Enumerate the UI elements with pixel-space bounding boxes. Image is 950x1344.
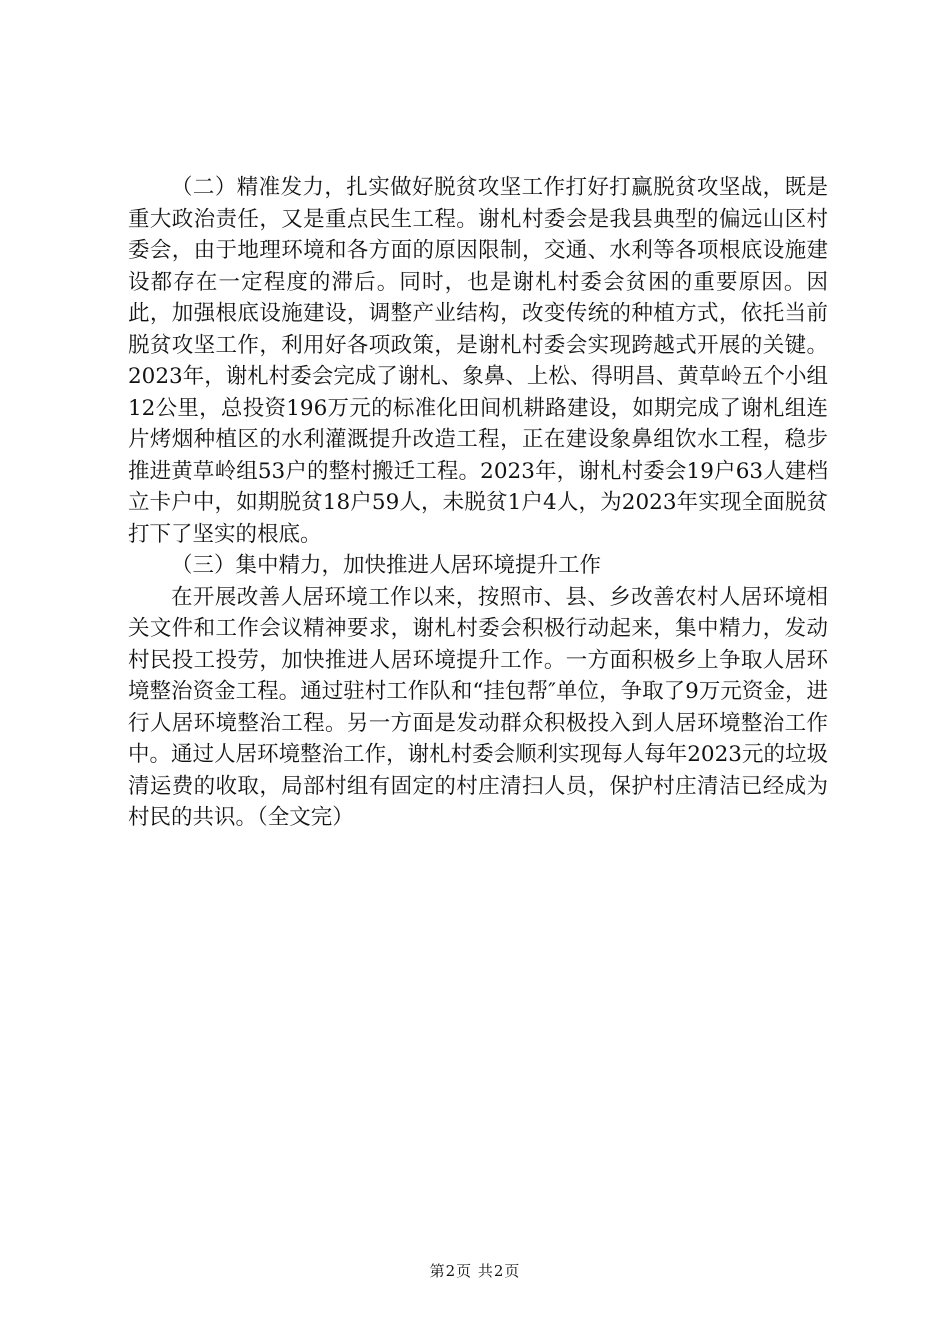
page-number-footer: 第2页 共2页 [429,1262,521,1280]
section-heading-living-environment: （三）集中精力，加快推进人居环境提升工作 [171,553,602,578]
document-body [128,172,828,834]
paragraph-poverty-alleviation: （二）精准发力，扎实做好脱贫攻坚工作打好打赢脱贫攻坚战，既是重大政治责任，又是重点民生工程。谢札村委会是我县典型的偏远山区村委会，由于地理环境和各方面的原因限制，交通、水利等各项根底设施建设都存在一定程度的滞后。同时，也是谢札村委会贫困的重要原因。因此，加强根底设施建设，调整产业结构，改变传统的种植方式，依托当前脱贫攻坚工作，利用好各项政策，是谢札村委会实现跨越式开展的关键。2023年，谢札村委会完成了谢札、象鼻、上松、得明昌、黄草岭五个小组12公里，总投资196万元的标准化田间机耕路建设，如期完成了谢札组连片烤烟种植区的水利灌溉提升改造工程，正在建设象鼻组饮水工程，稳步推进黄草岭组53户的整村搬迁工程。2023年，谢札村委会19户63人建档立卡户中，如期脱贫18户59人，未脱贫1户4人，为2023年实现全面脱贫打下了坚实的根底。 [128,175,828,547]
paragraph-living-environment: 在开展改善人居环境工作以来，按照市、县、乡改善农村人居环境相关文件和工作会议精神要求，谢札村委会积极行动起来，集中精力，发动村民投工投劳，加快推进人居环境提升工作。一方面积极乡上争取人居环境整治资金工程。通过驻村工作队和“挂包帮″单位，争取了9万元资金，进行人居环境整治工程。另一方面是发动群众积极投入到人居环境整治工作中。通过人居环境整治工作，谢札村委会顺利实现每人每年2023元的垃圾清运费的收取，局部村组有固定的村庄清扫人员，保护村庄清洁已经成为村民的共识。（全文完） [128,584,828,830]
